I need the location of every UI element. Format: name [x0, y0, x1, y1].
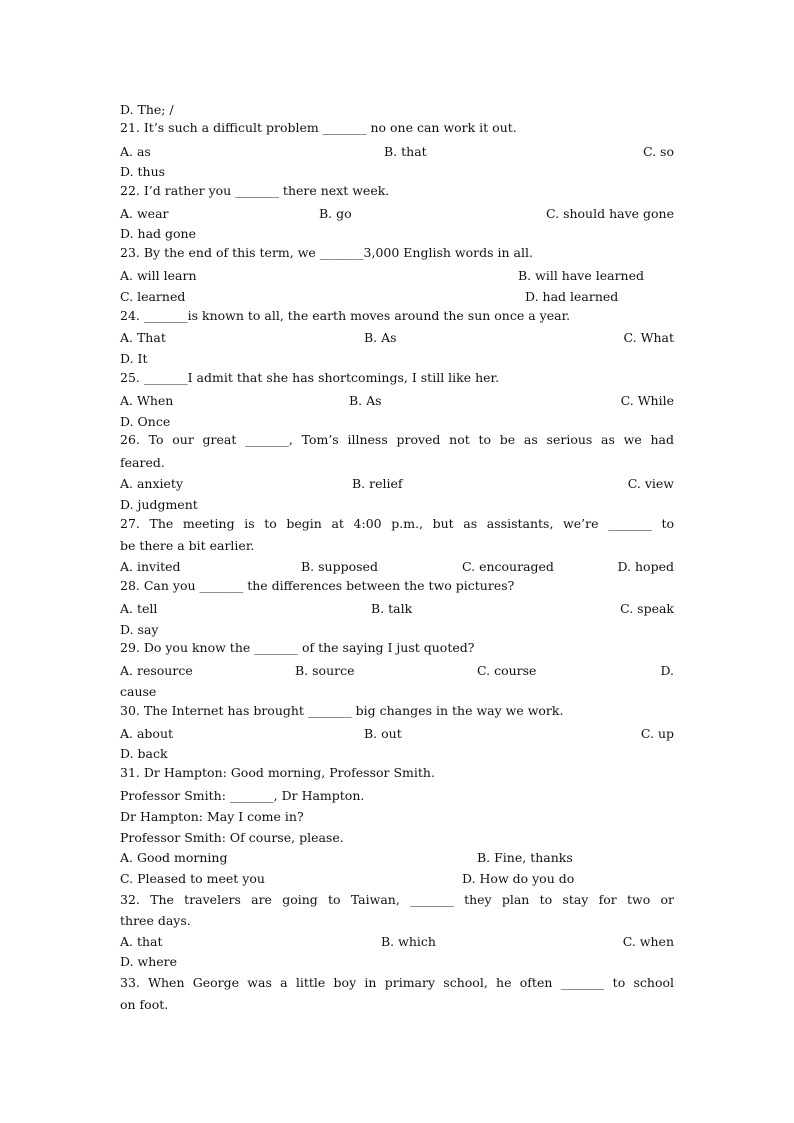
option-b: B. As	[349, 393, 382, 408]
question-32-cont: three days.	[120, 913, 191, 928]
option-d: D. where	[120, 954, 178, 969]
option-b: B. Fine, thanks	[477, 850, 573, 865]
question-27-cont: be there a bit earlier.	[120, 538, 255, 553]
question-29: 29. Do you know the _______ of the saying I just quoted?	[120, 640, 475, 655]
option-d: D. say	[120, 622, 159, 637]
options-25	[120, 393, 674, 409]
option-d-prev: D. The; /	[120, 102, 174, 117]
option-b: B. talk	[371, 601, 413, 616]
option-b: B. source	[295, 663, 355, 678]
option-a: A. about	[120, 726, 174, 741]
option-d: D. thus	[120, 164, 166, 179]
question-21: 21. It’s such a difficult problem _______ no one can work it out.	[120, 120, 517, 135]
options-29	[120, 663, 674, 679]
option-d: D. had gone	[120, 226, 196, 241]
options-23-cd	[120, 289, 674, 305]
option-c: C. speak	[620, 601, 674, 616]
question-31-line4: Professor Smith: Of course, please.	[120, 830, 344, 845]
option-a: A. That	[120, 330, 166, 345]
question-24: 24. _______is known to all, the earth moves around the sun once a year.	[120, 308, 571, 323]
option-b: B. which	[381, 934, 436, 949]
option-c: C. up	[640, 726, 674, 741]
option-a: A. will learn	[120, 268, 197, 283]
question-31-line3: Dr Hampton: May I come in?	[120, 809, 304, 824]
option-b: B. relief	[352, 476, 403, 491]
option-d: D. How do you do	[462, 871, 575, 886]
option-c: C. when	[622, 934, 674, 949]
options-32	[120, 934, 674, 950]
option-a: A. invited	[120, 559, 181, 574]
option-a: A. Good morning	[120, 850, 228, 865]
options-21	[120, 144, 674, 160]
option-a: A. that	[120, 934, 163, 949]
options-31-ab	[120, 850, 674, 866]
option-a: A. tell	[120, 601, 158, 616]
options-24	[120, 330, 674, 346]
option-a: A. When	[120, 393, 174, 408]
option-d: D. judgment	[120, 497, 198, 512]
option-a: A. wear	[120, 206, 169, 221]
options-28	[120, 601, 674, 617]
question-23: 23. By the end of this term, we _______3,000 English words in all.	[120, 245, 533, 260]
option-b: B. will have learned	[518, 268, 645, 283]
option-d: D. hoped	[617, 559, 674, 574]
question-26-cont: feared.	[120, 455, 165, 470]
option-a: A. resource	[120, 663, 193, 678]
question-30: 30. The Internet has brought _______ big changes in the way we work.	[120, 703, 564, 718]
option-c: C. What	[623, 330, 674, 345]
option-a: A. as	[120, 144, 151, 159]
options-30	[120, 726, 674, 742]
question-22: 22. I’d rather you _______ there next week.	[120, 183, 390, 198]
option-b: B. go	[319, 206, 352, 221]
option-d-text: cause	[120, 684, 157, 699]
question-31-line1: 31. Dr Hampton: Good morning, Professor Smith.	[120, 765, 435, 780]
option-c: C. course	[477, 663, 537, 678]
question-33: 33. When George was a little boy in primary school, he often _______ to school	[120, 975, 674, 990]
option-b: B. As	[364, 330, 397, 345]
option-c: C. learned	[120, 289, 186, 304]
options-31-cd	[120, 871, 674, 887]
option-b: B. out	[364, 726, 402, 741]
option-c: C. so	[642, 144, 674, 159]
question-32: 32. The travelers are going to Taiwan, _______ they plan to stay for two or	[120, 892, 674, 907]
option-d: D. had learned	[525, 289, 619, 304]
option-b: B. that	[384, 144, 427, 159]
question-31-line2: Professor Smith: _______, Dr Hampton.	[120, 788, 365, 803]
option-b: B. supposed	[301, 559, 378, 574]
options-26	[120, 476, 674, 492]
option-c: C. should have gone	[546, 206, 674, 221]
option-d: D. back	[120, 746, 168, 761]
option-d: D. Once	[120, 414, 171, 429]
question-33-cont: on foot.	[120, 997, 169, 1012]
options-27	[120, 559, 674, 575]
option-c: C. view	[627, 476, 674, 491]
option-c: C. While	[620, 393, 674, 408]
question-28: 28. Can you _______ the differences between the two pictures?	[120, 578, 515, 593]
option-d-label: D.	[660, 663, 674, 678]
option-d: D. It	[120, 351, 148, 366]
options-23-ab	[120, 268, 674, 284]
option-c: C. Pleased to meet you	[120, 871, 265, 886]
question-26: 26. To our great _______, Tom’s illness proved not to be as serious as we had	[120, 432, 674, 447]
options-22	[120, 206, 674, 222]
question-27: 27. The meeting is to begin at 4:00 p.m., but as assistants, we’re _______ to	[120, 516, 674, 531]
question-25: 25. _______I admit that she has shortcomings, I still like her.	[120, 370, 500, 385]
option-c: C. encouraged	[462, 559, 554, 574]
option-a: A. anxiety	[120, 476, 184, 491]
